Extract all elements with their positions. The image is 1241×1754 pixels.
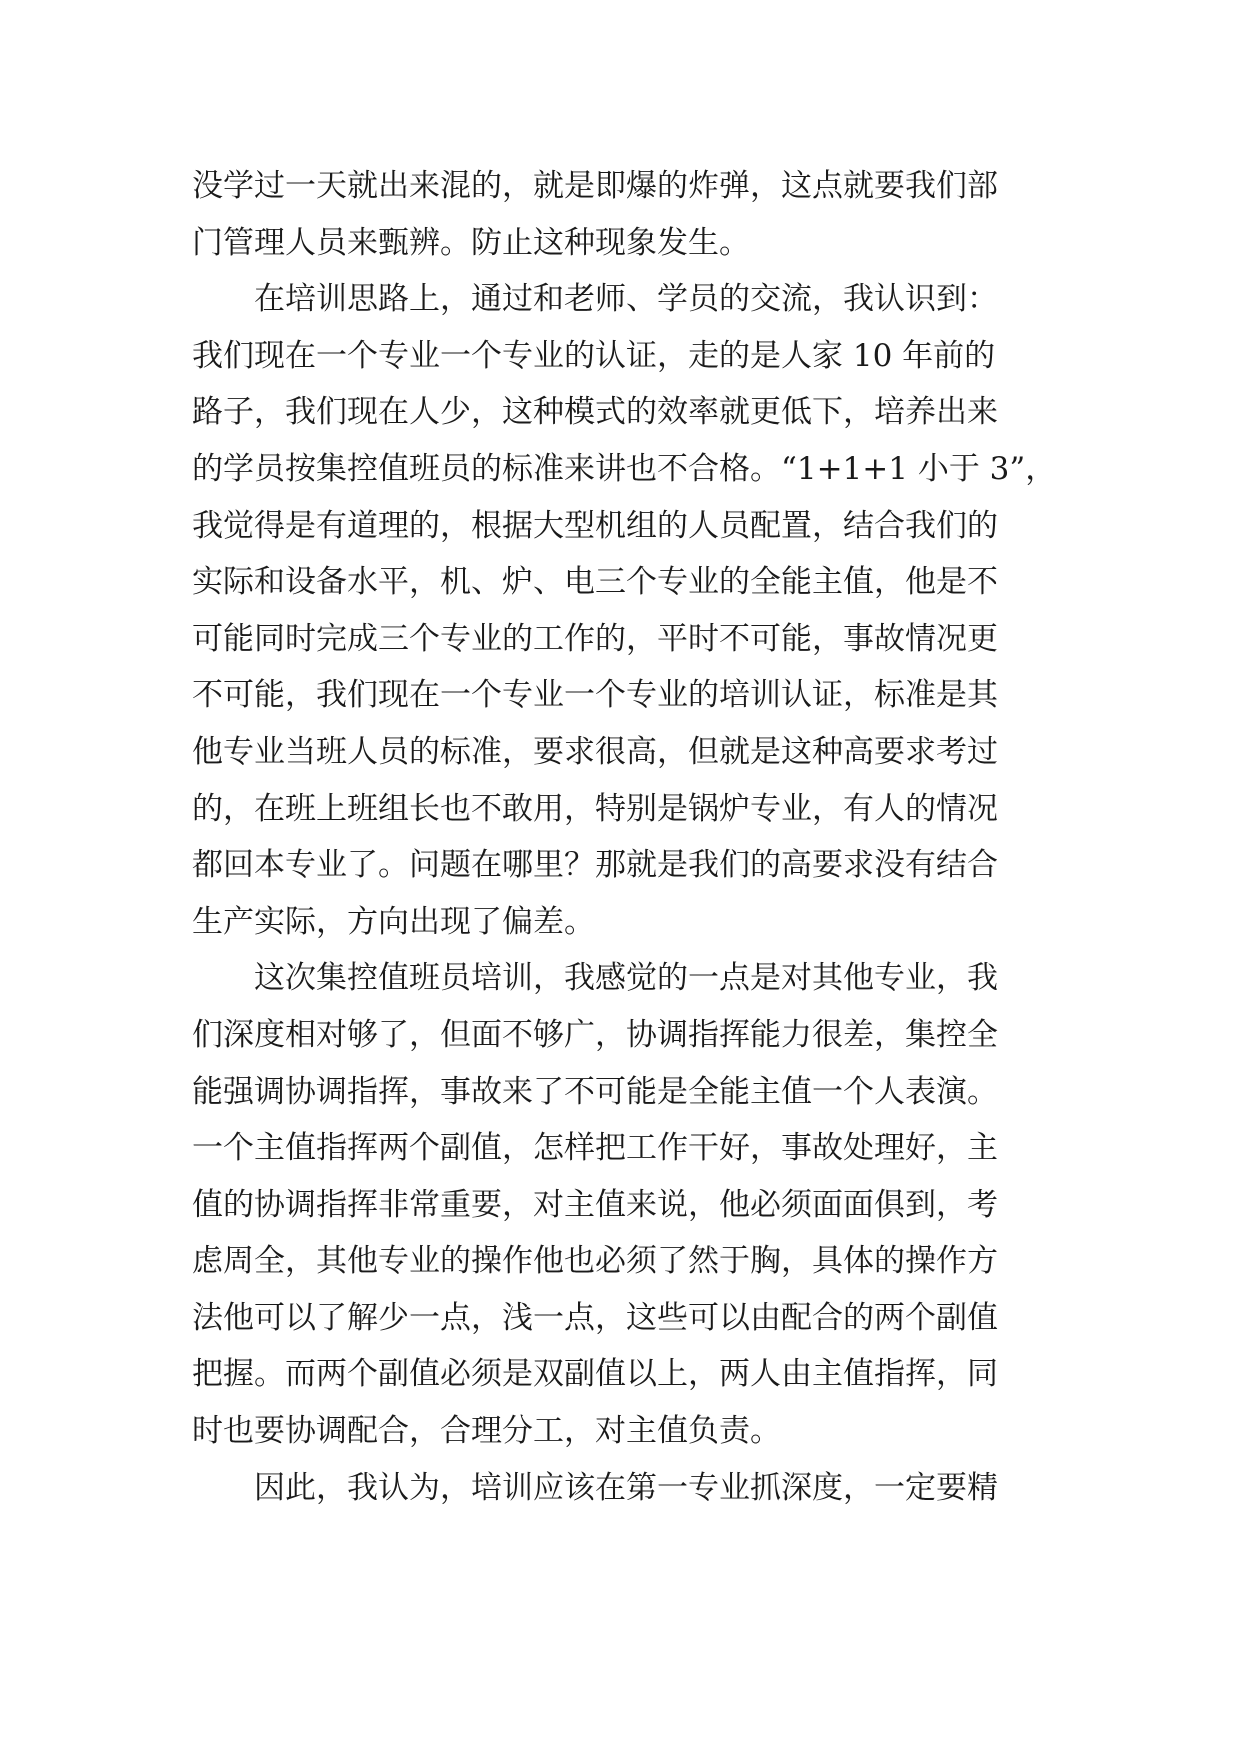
text-line: 可能同时完成三个专业的工作的，平时不可能，事故情况更 [192,620,998,657]
text-line: 时也要协调配合，合理分工，对主值负责。 [192,1413,781,1450]
text-line: 他专业当班人员的标准，要求很高，但就是这种高要求考过 [192,733,998,770]
text-line: 我觉得是有道理的，根据大型机组的人员配置，结合我们的 [192,507,998,544]
text-line: 法他可以了解少一点，浅一点，这些可以由配合的两个副值 [192,1299,998,1336]
text-line: 因此，我认为，培训应该在第一专业抓深度，一定要精 [254,1469,998,1506]
text-line: 值的协调指挥非常重要，对主值来说，他必须面面俱到，考 [192,1186,998,1223]
text-line: 一个主值指挥两个副值，怎样把工作干好，事故处理好，主 [192,1130,998,1167]
text-line: 的，在班上班组长也不敢用，特别是锅炉专业，有人的情况 [192,790,998,827]
text-line: 门管理人员来甄辨。防止这种现象发生。 [192,224,750,261]
text-line: 生产实际，方向出现了偏差。 [192,903,595,940]
text-line: 这次集控值班员培训，我感觉的一点是对其他专业，我 [254,960,998,997]
text-line: 我们现在一个专业一个专业的认证，走的是人家 10 年前的 [192,337,996,374]
text-line: 把握。而两个副值必须是双副值以上，两人由主值指挥，同 [192,1356,998,1393]
text-line: 们深度相对够了，但面不够广，协调指挥能力很差，集控全 [192,1016,998,1053]
text-line: 在培训思路上，通过和老师、学员的交流，我认识到： [254,281,998,318]
document-body [192,158,1057,1516]
text-line: 实际和设备水平，机、炉、电三个专业的全能主值，他是不 [192,564,998,601]
text-line: 路子，我们现在人少，这种模式的效率就更低下，培养出来 [192,394,998,431]
text-line: 都回本专业了。问题在哪里？那就是我们的高要求没有结合 [192,847,998,884]
text-line: 的学员按集控值班员的标准来讲也不合格。“1+1+1 小于 3”， [192,450,1057,487]
text-line: 能强调协调指挥，事故来了不可能是全能主值一个人表演。 [192,1073,998,1110]
text-line: 不可能，我们现在一个专业一个专业的培训认证，标准是其 [192,677,998,714]
text-line: 没学过一天就出来混的，就是即爆的炸弹，这点就要我们部 [192,168,998,204]
text-line: 虑周全，其他专业的操作他也必须了然于胸，具体的操作方 [192,1243,998,1280]
